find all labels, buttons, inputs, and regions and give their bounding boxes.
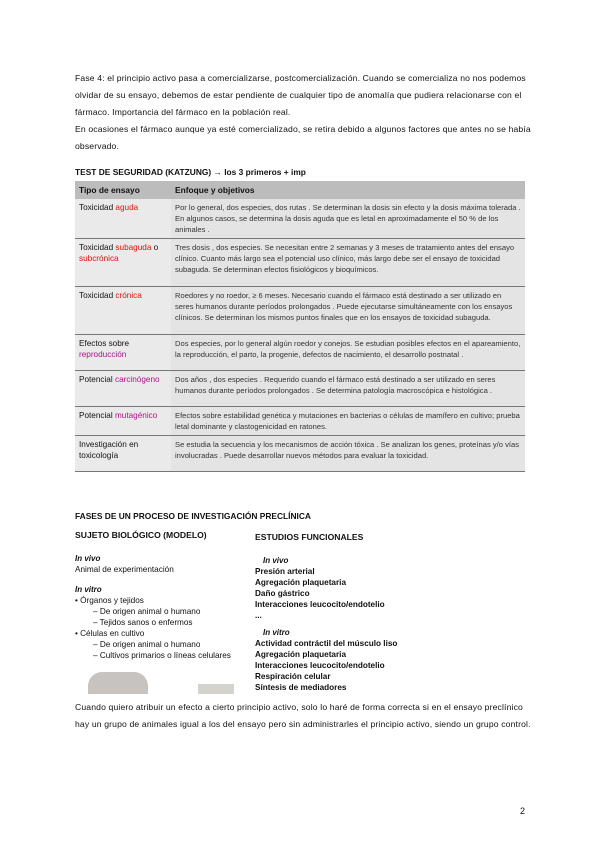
- table-row: [75, 335, 525, 371]
- list-item: Agregación plaquetaria: [255, 650, 346, 659]
- in-vivo-label: In vivo: [263, 556, 289, 565]
- test-type-cell: [75, 287, 171, 335]
- lab-mouse-photo: [88, 672, 148, 694]
- test-type-label: Efectos sobre: [79, 339, 130, 348]
- column-header-type: Tipo de ensayo: [75, 181, 171, 199]
- test-type-cell: [75, 335, 171, 371]
- table-row: [75, 239, 525, 287]
- column-header-focus: Enfoque y objetivos: [171, 181, 525, 199]
- list-item: Actividad contráctil del músculo liso: [255, 639, 398, 648]
- test-type-cell: [75, 436, 171, 472]
- test-focus-cell: Dos especies, por lo general algún roedor y conejos. Se estudian posibles efectos en el apareamiento, la reproducción, el parto, la progenie, defectos de nacimiento, el desarrollo postnatal .: [171, 335, 525, 371]
- test-type-label: Toxicidad: [79, 291, 116, 300]
- list-item: – De origen animal o humano: [93, 607, 201, 616]
- test-type-label: Toxicidad: [79, 203, 116, 212]
- lab-tissue-photo: [198, 684, 234, 694]
- safety-test-table: [75, 181, 525, 472]
- preclinical-phases-title: FASES DE UN PROCESO DE INVESTIGACIÓN PRECLÍNICA: [75, 511, 311, 521]
- test-focus-cell: Dos años , dos especies . Requerido cuando el fármaco está destinado a ser utilizado en seres humanos durante períodos prolongados . Se determina patología macroscópica e histológica .: [171, 371, 525, 407]
- table-row: [75, 371, 525, 407]
- list-item: Animal de experimentación: [75, 565, 174, 574]
- in-vitro-label: In vitro: [263, 628, 290, 637]
- test-type-cell: [75, 371, 171, 407]
- list-item: Presión arterial: [255, 567, 315, 576]
- functional-studies-column: [255, 532, 397, 693]
- list-item: • Órganos y tejidos: [75, 596, 144, 605]
- list-item: • Células en cultivo: [75, 629, 145, 638]
- safety-test-title: TEST DE SEGURIDAD (KATZUNG) → los 3 primeros + imp: [75, 167, 306, 177]
- test-focus-cell: Tres dosis , dos especies. Se necesitan entre 2 semanas y 3 meses de tratamiento antes del ensayo clínico. Cuanto más largo sea el potencial uso clínico, más largo debe ser el ensayo de toxicidad subaguda. Se determinan efectos fisiológicos y bioquímicos.: [171, 239, 525, 287]
- functional-studies-heading: ESTUDIOS FUNCIONALES: [255, 532, 364, 542]
- list-item: Daño gástrico: [255, 589, 310, 598]
- table-row: [75, 436, 525, 472]
- in-vitro-label: In vitro: [75, 585, 102, 594]
- list-item: Interacciones leucocito/endotelio: [255, 661, 385, 670]
- test-type-highlight: carcinógeno: [114, 375, 160, 384]
- test-type-highlight: mutagénico: [114, 411, 158, 420]
- list-item: Respiración celular: [255, 672, 331, 681]
- test-type-highlight: reproducción: [79, 350, 127, 359]
- list-item: – Cultivos primarios o líneas celulares: [93, 651, 231, 660]
- test-focus-cell: Por lo general, dos especies, dos rutas . Se determinan la dosis sin efecto y la dosis máxima tolerada . En algunos casos, se determina la dosis aguda que es letal en aproximadamente el 50 % de los animales .: [171, 199, 525, 239]
- table-row: [75, 199, 525, 239]
- test-type-cell: [75, 407, 171, 436]
- biological-subject-heading: SUJETO BIOLÓGICO (MODELO): [75, 530, 207, 540]
- list-item: Interacciones leucocito/endotelio: [255, 600, 385, 609]
- test-type-label: Investigación en toxicología: [79, 440, 139, 460]
- test-type-cell: [75, 239, 171, 287]
- test-type-label: Toxicidad: [79, 243, 116, 252]
- table-row: [75, 287, 525, 335]
- test-type-label: Potencial: [79, 375, 115, 384]
- list-item: – De origen animal o humano: [93, 640, 201, 649]
- page-number: 2: [519, 806, 525, 816]
- biological-subject-column: [75, 530, 231, 661]
- test-type-highlight: subaguda: [115, 243, 152, 252]
- intro-paragraph-withdrawal: En ocasiones el fármaco aunque ya esté comercializado, se retira debido a algunos factores que antes no se había observado.: [75, 124, 531, 151]
- test-type-label: Potencial: [79, 411, 115, 420]
- in-vivo-label: In vivo: [75, 554, 101, 563]
- test-focus-cell: Roedores y no roedor, ≥ 6 meses. Necesario cuando el fármaco está destinado a ser utilizado en seres humanos durante períodos prolongados . Puede ejecutarse simultáneamente con los ensayos clínicos. Se determinan los mismos puntos finales que en los ensayos de toxicidad subaguda.: [171, 287, 525, 335]
- test-type-cell: [75, 199, 171, 239]
- list-item: ...: [255, 611, 262, 620]
- table-row: [75, 407, 525, 436]
- list-item: Agregación plaquetaria: [255, 578, 346, 587]
- test-focus-cell: Se estudia la secuencia y los mecanismos de acción tóxica . Se analizan los genes, proteínas y/o vías involucradas . Puede desarrollar nuevos métodos para evaluar la toxicidad.: [171, 436, 525, 472]
- list-item: – Tejidos sanos o enfermos: [93, 618, 193, 627]
- test-type-highlight: crónica: [115, 291, 142, 300]
- test-type-label: o: [151, 243, 159, 252]
- table-header-row: [75, 181, 525, 199]
- test-focus-cell: Efectos sobre estabilidad genética y mutaciones en bacterias o células de mamífero en cultivo; prueba letal dominante y clastogenicidad en ratones.: [171, 407, 525, 436]
- test-type-highlight: subcrónica: [79, 254, 119, 263]
- test-type-highlight: aguda: [115, 203, 139, 212]
- list-item: Síntesis de mediadores: [255, 683, 347, 692]
- closing-paragraph: Cuando quiero atribuir un efecto a cierto principio activo, solo lo haré de forma correcta si en el ensayo preclínico hay un grupo de animales igual a los del ensayo pero sin administrarles el principio activo, siendo un grupo control.: [75, 702, 531, 729]
- intro-paragraph-phase4: Fase 4: el principio activo pasa a comercializarse, postcomercialización. Cuando se comercializa no nos podemos olvidar de su ensayo, debemos de estar pendiente de cualquier tipo de anomalía que pudiera relacionarse con el fármaco. Importancia del fármaco en la población real.: [75, 73, 526, 117]
